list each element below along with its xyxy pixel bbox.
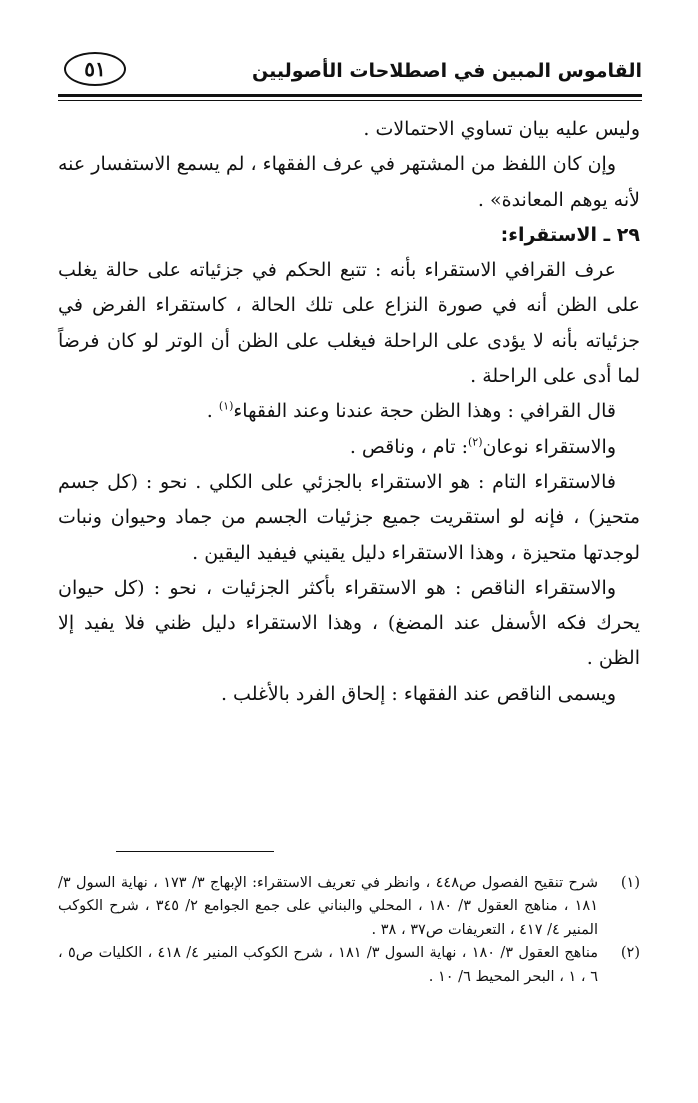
paragraph-4-text: قال القرافي : وهذا الظن حجة عندنا وعند الفقهاء: [233, 400, 616, 423]
footnote-2-text: مناهج العقول ٣/ ١٨٠ ، نهاية السول ٣/ ١٨١ ، شرح الكوكب المنير ٤/ ٤١٨ ، الكليات ص٥ ، ٦ ، ١ ، البحر المحيط ٦/ ١٠ .: [58, 945, 598, 985]
footnotes: [58, 872, 640, 989]
page-number: ٥١: [64, 52, 126, 86]
main-text: [58, 112, 640, 712]
footnote-1: [58, 872, 640, 942]
paragraph-4: [58, 394, 640, 429]
section-heading: ٢٩ ـ الاستقراء:: [500, 223, 640, 246]
footnote-ref-2[interactable]: (٢): [468, 435, 483, 449]
paragraph-7: والاستقراء الناقص : هو الاستقراء بأكثر الجزئيات ، نحو : (كل حيوان يحرك فكه الأسفل عند المضغ) ، وهذا الاستقراء دليل ظني فلا يفيد إلا الظن .: [58, 576, 640, 670]
paragraph-8: ويسمى الناقص عند الفقهاء : إلحاق الفرد بالأغلب .: [220, 682, 616, 705]
page-header: [58, 50, 642, 92]
header-rule-thin: [58, 100, 642, 101]
paragraph-4-end: .: [206, 400, 219, 423]
paragraph-5: [58, 430, 640, 465]
paragraph-5-end: : تام ، وناقص .: [349, 435, 468, 458]
footnote-2: [58, 942, 640, 989]
footnote-ref-1[interactable]: (١): [218, 400, 234, 414]
paragraph-1: وليس عليه بيان تساوي الاحتمالات .: [363, 118, 640, 140]
running-title: القاموس المبين في اصطلاحات الأصوليين: [252, 60, 642, 82]
paragraph-2: وإن كان اللفظ من المشتهر في عرف الفقهاء ، لم يسمع الاستفسار عنه لأنه يوهم المعاندة» .: [58, 153, 640, 211]
footnote-1-number: (١): [620, 875, 640, 891]
footnote-2-number: (٢): [620, 945, 640, 962]
paragraph-6: فالاستقراء التام : هو الاستقراء بالجزئي على الكلي . نحو : (كل جسم متحيز) ، فإنه لو استقريت جميع جزئيات الجسم من جماد وحيوان ونبات لوجدتها متحيزة ، وهذا الاستقراء دليل يقيني فيفيد اليقين .: [58, 470, 640, 564]
paragraph-5-text: والاستقراء نوعان: [482, 435, 616, 458]
footnote-1-text: شرح تنقيح الفصول ص٤٤٨ ، وانظر في تعريف الاستقراء: الإبهاج ٣/ ١٧٣ ، نهاية السول ٣/ ١٨١ ، مناهج العقول ٣/ ١٨٠ ، المحلي والبناني على جمع الجوامع ٢/ ٣٤٥ ، شرح الكوكب المنير ٤/ ٤١٧ ، التعريفات ص٣٧ ، ٣٨ .: [58, 875, 599, 938]
header-rule-thick: [58, 94, 642, 97]
paragraph-3: عرف القرافي الاستقراء بأنه : تتبع الحكم في جزئياته على حالة يغلب على الظن أنه في صورة النزاع على تلك الحالة ، كاستقراء الفرض في جزئياته بأنه لا يؤدى على الراحلة فيغلب على الظن أن الوتر لو كان فرضاً لما أدى على الراحلة .: [58, 259, 640, 388]
footnote-separator: [116, 851, 274, 852]
